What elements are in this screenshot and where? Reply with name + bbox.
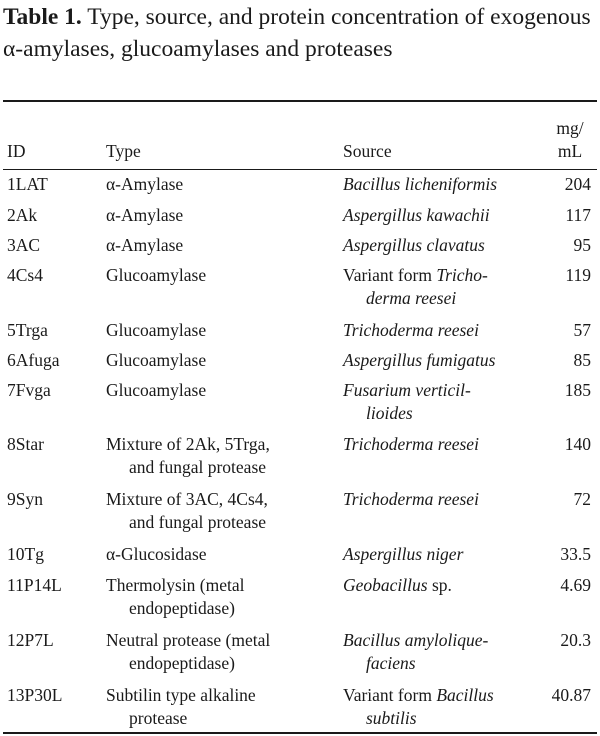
row-12-source-line2: faciens [366, 653, 416, 673]
row-11-source [343, 574, 543, 597]
row-13-id: 13P30L [7, 685, 63, 705]
row-8-source: Trichoderma reesei [343, 434, 479, 454]
table-header-rule [3, 169, 597, 170]
row-11-id: 11P14L [7, 575, 62, 595]
row-12-source [343, 629, 543, 675]
header-concentration [547, 117, 593, 163]
row-4-source [343, 264, 543, 310]
row-1-id: 1LAT [7, 174, 48, 194]
row-13-type-line2: protease [129, 708, 188, 728]
row-10-id: 10Tg [7, 544, 44, 564]
header-concentration-line2: mL [557, 141, 583, 161]
row-7-source-line2: lioides [366, 403, 413, 423]
row-9-source: Trichoderma reesei [343, 489, 479, 509]
row-9-id: 9Syn [7, 489, 43, 509]
row-13-source-line2: subtilis [366, 708, 417, 728]
row-8-type [106, 433, 338, 479]
row-12-type-line1: Neutral protease (metal [106, 630, 271, 650]
row-10-type: α-Glucosidase [106, 544, 207, 564]
row-1-concentration: 204 [564, 174, 591, 194]
header-type: Type [106, 141, 141, 161]
row-13-source-line1 [343, 684, 543, 707]
row-7-id: 7Fvga [7, 380, 51, 400]
row-13-concentration: 40.87 [551, 685, 591, 705]
row-12-source-line1: Bacillus amylolique- [343, 630, 489, 650]
row-12-type-line2: endopeptidase) [129, 653, 235, 673]
header-concentration-line1: mg/ [556, 118, 584, 138]
row-3-type: α-Amylase [106, 235, 184, 255]
row-2-id: 2Ak [7, 205, 38, 225]
row-5-source: Trichoderma reesei [343, 320, 479, 340]
row-9-type-line1: Mixture of 3AC, 4Cs4, [106, 489, 268, 509]
row-2-type: α-Amylase [106, 205, 184, 225]
row-5-type: Glucoamylase [106, 320, 207, 340]
row-6-source: Aspergillus fumigatus [343, 350, 496, 370]
table-top-rule [3, 100, 597, 102]
row-4-source-prefix: Variant form [343, 265, 437, 285]
row-11-type-line2: endopeptidase) [129, 598, 235, 618]
row-3-source: Aspergillus clavatus [343, 235, 485, 255]
row-6-concentration: 85 [573, 350, 591, 370]
row-4-type: Glucoamylase [106, 265, 207, 285]
row-3-concentration: 95 [573, 235, 591, 255]
table-bottom-rule [3, 732, 597, 734]
row-12-type [106, 629, 338, 675]
row-8-type-line2: and fungal protease [129, 457, 267, 477]
row-5-id: 5Trga [7, 320, 48, 340]
row-9-concentration: 72 [573, 489, 591, 509]
table-label: Table 1. [3, 4, 82, 30]
row-4-source-line1 [343, 264, 543, 287]
row-8-id: 8Star [7, 434, 44, 454]
row-13-source [343, 684, 543, 730]
row-7-concentration: 185 [564, 380, 591, 400]
row-11-type [106, 574, 338, 620]
row-6-type: Glucoamylase [106, 350, 207, 370]
row-5-concentration: 57 [573, 320, 591, 340]
row-1-type: α-Amylase [106, 174, 184, 194]
row-13-source-prefix: Variant form [343, 685, 437, 705]
row-12-id: 12P7L [7, 630, 54, 650]
row-4-source-genus: Tricho- [436, 265, 488, 285]
table-caption [3, 2, 597, 65]
row-11-concentration: 4.69 [560, 575, 591, 595]
row-4-id: 4Cs4 [7, 265, 43, 285]
row-9-type [106, 488, 338, 534]
row-3-id: 3AC [7, 235, 41, 255]
row-8-type-line1: Mixture of 2Ak, 5Trga, [106, 434, 270, 454]
row-11-source-genus: Geobacillus [343, 575, 428, 595]
row-6-id: 6Afuga [7, 350, 60, 370]
row-2-source: Aspergillus kawachii [343, 205, 490, 225]
row-13-source-genus: Bacillus [436, 685, 494, 705]
row-10-source: Aspergillus niger [343, 544, 464, 564]
row-7-type: Glucoamylase [106, 380, 207, 400]
row-9-type-line2: and fungal protease [129, 512, 267, 532]
row-4-source-line2: derma reesei [366, 288, 457, 308]
row-12-concentration: 20.3 [560, 630, 591, 650]
row-10-concentration: 33.5 [560, 544, 591, 564]
row-11-type-line1: Thermolysin (metal [106, 575, 245, 595]
header-id: ID [7, 141, 26, 161]
row-11-source-suffix: sp. [427, 575, 452, 595]
row-7-source-line1: Fusarium verticil- [343, 380, 471, 400]
table-caption-text: Type, source, and protein concentration of exogenous α-amylases, glucoamylases and proteases [3, 4, 591, 62]
row-7-source [343, 379, 543, 425]
row-2-concentration: 117 [565, 205, 591, 225]
row-13-type-line1: Subtilin type alkaline [106, 685, 256, 705]
row-8-concentration: 140 [564, 434, 591, 454]
row-1-source: Bacillus licheniformis [343, 174, 498, 194]
row-4-concentration: 119 [565, 265, 591, 285]
row-13-type [106, 684, 338, 730]
header-source: Source [343, 141, 392, 161]
